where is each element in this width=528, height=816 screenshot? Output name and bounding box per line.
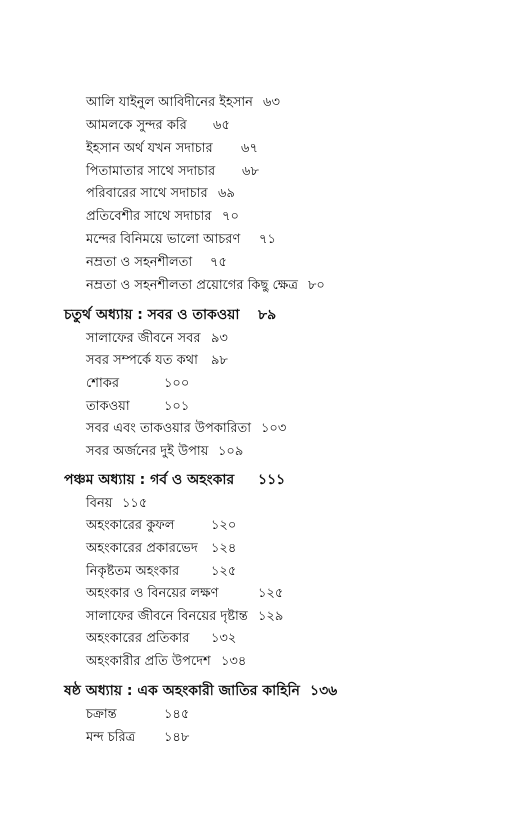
toc-entry-page: ১০৯ <box>218 444 244 459</box>
toc-entry-title: সবর সম্পর্কে যত কথা <box>86 353 198 368</box>
toc-entry-page: ৬৮ <box>242 164 259 179</box>
toc-entry-page: ১৪৮ <box>164 730 190 745</box>
toc-entry-page: ১০৩ <box>261 421 287 436</box>
toc-entry-page: ৯৮ <box>211 353 228 368</box>
toc-entry-title: সালাফের জীবনে সবর <box>86 331 201 346</box>
toc-entry-title: অহংকারের কুফল <box>86 518 175 533</box>
toc-entry-title: অহংকারীর প্রতি উপদেশ <box>86 654 211 669</box>
toc-entry-page: ৭১ <box>259 232 276 247</box>
toc-entry-title: নিকৃষ্টতম অহংকার <box>86 564 180 579</box>
toc-entry-title: তাকওয়া <box>86 399 130 414</box>
toc-entry-page: ১২৯ <box>258 609 284 624</box>
toc-entry-title: পিতামাতার সাথে সদাচার <box>86 164 216 179</box>
toc-entry-title: অহংকার ও বিনয়ের লক্ষণ <box>86 586 219 601</box>
toc-entry-title: প্রতিবেশীর সাথে সদাচার <box>86 209 212 224</box>
toc-entry-page: ১৩২ <box>211 631 237 646</box>
toc-entry-page: ৬৩ <box>263 95 280 110</box>
toc-entry-title: বিনয় <box>86 496 113 511</box>
toc-entry-page: ১০০ <box>164 376 190 391</box>
chapter-heading-title: পঞ্চম অধ্যায় : গর্ব ও অহংকার <box>64 472 235 488</box>
toc-entry-title: সবর অর্জনের দুই উপায় <box>86 444 209 459</box>
toc-entry-page: ১২৫ <box>211 564 237 579</box>
toc-entry-title: অহংকারের প্রতিকার <box>86 631 190 646</box>
toc-entry-title: অহংকারের প্রকারভেদ <box>86 541 198 556</box>
toc-entry-title: পরিবারের সাথে সদাচার <box>86 186 208 201</box>
chapter-heading-title: চতুর্থ অধ্যায় : সবর ও তাকওয়া <box>64 307 240 323</box>
toc-entry-title: আমলকে সুন্দর করি <box>86 118 187 133</box>
toc-entry-page: ৭০ <box>222 209 239 224</box>
toc-entry-page: ১০১ <box>164 399 190 414</box>
toc-entry-title: সালাফের জীবনে বিনয়ের দৃষ্টান্ত <box>86 609 248 624</box>
toc-entry-title: মন্দের বিনিময়ে ভালো আচরণ <box>86 232 241 247</box>
toc-entry-page: ৮০ <box>308 278 325 293</box>
toc-entry-title: আলি যাইনুল আবিদীনের ইহসান <box>86 95 253 110</box>
toc-entry-title: ইহসান অর্থ যখন সদাচার <box>86 141 213 156</box>
toc-entry-page: ১৪৫ <box>164 707 190 722</box>
toc-entry-title: শোকর <box>86 376 119 391</box>
chapter-heading-page: ১১১ <box>258 472 286 488</box>
toc-entry-page: ১২৪ <box>211 541 237 556</box>
chapter-heading-page: ৮৯ <box>258 307 277 323</box>
chapter-heading-page: ১৩৬ <box>310 683 338 699</box>
toc-entry-page: ১২৫ <box>258 586 284 601</box>
toc-entry-title: নম্রতা ও সহনশীলতা <box>86 255 193 270</box>
toc-entry-page: ১৩৪ <box>221 654 247 669</box>
toc-entry-page: ৬৯ <box>218 186 235 201</box>
chapter-heading-title: ষষ্ঠ অধ্যায় : এক অহংকারী জাতির কাহিনি <box>64 683 300 699</box>
toc-entry-title: সবর এবং তাকওয়ার উপকারিতা <box>86 421 252 436</box>
toc-entry-page: ১২০ <box>211 518 237 533</box>
toc-entry-title: চক্রান্ত <box>86 707 117 722</box>
toc-entry-title: মন্দ চরিত্র <box>86 730 136 745</box>
toc-entry-page: ৬৫ <box>213 118 230 133</box>
toc-entry-page: ৭৫ <box>210 255 227 270</box>
toc-entry-page: ১১৫ <box>122 496 148 511</box>
toc-entry-page: ৯৩ <box>211 331 228 346</box>
toc-entry-page: ৬৭ <box>241 141 258 156</box>
toc-entry-title: নম্রতা ও সহনশীলতা প্রয়োগের কিছু ক্ষেত্র <box>86 278 298 293</box>
